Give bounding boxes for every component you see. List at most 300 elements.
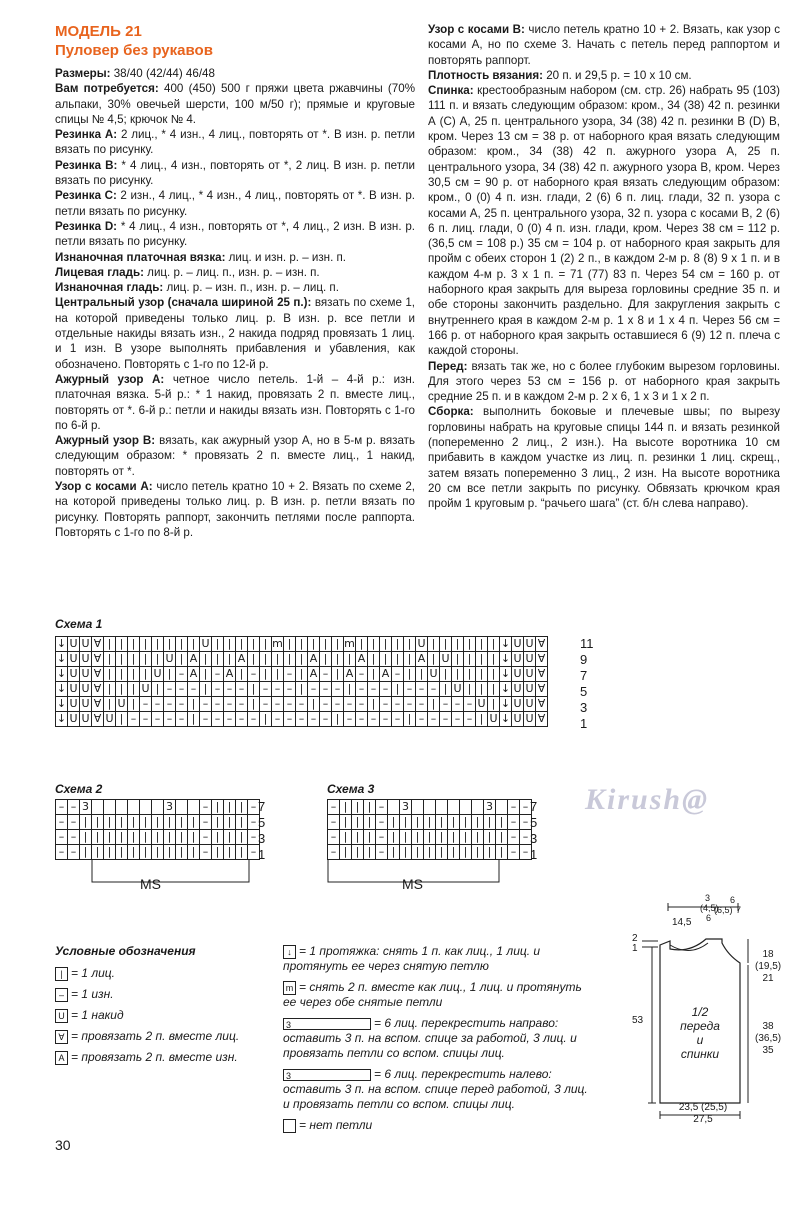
schema2-cell: |: [212, 845, 224, 860]
dim-side: [755, 1021, 781, 1057]
schema2-cell: [140, 800, 152, 815]
schema3-row: [328, 800, 532, 815]
schema2-cell: –: [56, 845, 68, 860]
left-paragraph-text: лиц. р. – изн. п., изн. р. – лиц. п.: [163, 281, 339, 295]
schema1-cell: –: [356, 697, 368, 712]
schema1-cell: –: [224, 697, 236, 712]
left-paragraph-text: 38/40 (42/44) 46/48: [110, 67, 215, 80]
schema1-cell: |: [248, 652, 260, 667]
schema1-cell: |: [212, 652, 224, 667]
schema1-cell: –: [224, 712, 236, 727]
schema1-cell: –: [152, 712, 164, 727]
schema2-row-number: 1: [258, 847, 266, 862]
schema1-cell: |: [128, 652, 140, 667]
schema1-cell: –: [416, 697, 428, 712]
schema2-cell: |: [104, 845, 116, 860]
schema2-cell: |: [152, 845, 164, 860]
schema2-cell: |: [104, 815, 116, 830]
schema1-cell: –: [404, 697, 416, 712]
schema3-cell: |: [424, 845, 436, 860]
schema1-cell: –: [368, 712, 380, 727]
schema1-cell: m: [272, 637, 283, 650]
schema3-cell: |: [340, 800, 352, 815]
schema3-cell: |: [400, 845, 412, 860]
schema1-cell: –: [200, 712, 212, 727]
schema3-cell: –: [328, 800, 340, 815]
schema1-cell: –: [164, 682, 176, 697]
schema1-cell: ∀: [536, 682, 548, 697]
schema3-cell: |: [352, 815, 364, 830]
schema1-cell: –: [176, 712, 188, 727]
schema1-cell: –: [236, 682, 248, 697]
schema1-cell: U: [153, 667, 162, 680]
mark-1: 1: [632, 943, 638, 954]
schema1-cell: |: [308, 697, 320, 712]
schema1-cell: U: [513, 697, 522, 710]
schema1-cell: –: [320, 667, 332, 682]
dim-armhole-c: 21: [762, 973, 774, 984]
right-paragraphs: [428, 22, 780, 512]
schema1-cell: |: [380, 637, 392, 652]
schema2-cell: |: [176, 845, 188, 860]
schema2-cell: |: [224, 800, 236, 815]
right-paragraph: [428, 22, 780, 68]
schema1-cell: |: [452, 652, 464, 667]
left-paragraph: [55, 265, 415, 280]
schema3-cell: |: [388, 815, 400, 830]
schema1-cell: |: [320, 637, 332, 652]
schema3-cell: |: [412, 830, 424, 845]
schema1-cell: |: [296, 652, 308, 667]
schema1-cell: U: [525, 697, 534, 710]
dim-armhole-a: 18: [762, 949, 774, 960]
schema1-cell: |: [296, 637, 308, 652]
schema1-cell: U: [69, 712, 78, 725]
schema1-cell: ∀: [536, 652, 548, 667]
schema1-cell: A: [308, 667, 320, 682]
schema1-cell: –: [164, 712, 176, 727]
schema2-row: [56, 845, 260, 860]
schema1-cell: |: [476, 652, 488, 667]
schema1-cell: |: [140, 652, 152, 667]
schema2-cell: |: [224, 830, 236, 845]
schema1-cell: |: [188, 697, 200, 712]
schema1-cell: ↓: [56, 712, 67, 725]
schema1-cell: m: [344, 637, 355, 650]
schema2-cell: |: [212, 815, 224, 830]
schema1-cell: |: [212, 637, 224, 652]
schema1-cell: –: [284, 697, 296, 712]
legend-item: [283, 1118, 593, 1133]
schema1-cell: |: [488, 652, 500, 667]
schema2-cell: |: [164, 845, 176, 860]
schema3-cell: –: [520, 845, 532, 860]
schema1-cell: –: [188, 682, 200, 697]
schema1-cell: |: [224, 637, 236, 652]
watermark: Kirush@: [585, 783, 710, 816]
mark-2: 2: [632, 933, 638, 944]
schema2-ms-label: MS: [140, 876, 161, 892]
schema3-cell: –: [376, 815, 388, 830]
left-paragraph-label: Размеры:: [55, 67, 111, 80]
schema3-cell: [424, 800, 436, 815]
schema1-cell: |: [296, 682, 308, 697]
left-paragraph-label: Резинка В:: [55, 158, 118, 172]
schema1-row: [56, 712, 548, 727]
schema2-cell: |: [188, 815, 200, 830]
schema1-cell: |: [416, 667, 428, 682]
legend-text: = 1 изн.: [71, 987, 114, 1001]
schema3-cell: |: [364, 845, 376, 860]
left-paragraph-text: * 4 лиц., 4 изн., повторять от *, 2 лиц. В изн. р. петли вязать по рисунку.: [55, 158, 415, 188]
schema2-cell: |: [188, 845, 200, 860]
schema3-cable-label-left: 3: [400, 800, 412, 815]
schema3-row: [328, 845, 532, 860]
dim-armhole: [755, 949, 781, 985]
schema1-cell: –: [356, 667, 368, 682]
schema1-cell: –: [284, 682, 296, 697]
schema3-cell: |: [496, 830, 508, 845]
schema1-cell: U: [69, 667, 78, 680]
schema2-cell: |: [128, 815, 140, 830]
left-paragraph-label: Лицевая гладь:: [55, 265, 144, 279]
legend-symbol-icon: U: [55, 1009, 68, 1023]
schema3-cell: |: [496, 815, 508, 830]
schema1-row-number: 9: [580, 652, 588, 667]
legend-item: [55, 966, 285, 981]
schema1-cell: –: [380, 682, 392, 697]
schematic-label-1: 1/2: [691, 1005, 709, 1019]
schema1-cell: ↓: [56, 667, 67, 680]
schema1-cell: U: [201, 637, 210, 650]
schema1-cell: A: [308, 652, 320, 667]
schema3-cell: |: [448, 830, 460, 845]
schema1-cell: |: [392, 652, 404, 667]
schema1-cell: –: [356, 712, 368, 727]
schema1-row-number: 3: [580, 700, 588, 715]
schema1-row-numbers: [580, 636, 594, 732]
schema2-row: [56, 815, 260, 830]
schema1-cell: –: [212, 712, 224, 727]
schema1-cell: U: [429, 667, 438, 680]
schema1-cell: |: [104, 667, 116, 682]
schema2-cell: |: [164, 815, 176, 830]
schema2-cell: |: [176, 830, 188, 845]
dim-neck-mid: (4,5): [700, 903, 719, 913]
schema2-cell: |: [104, 830, 116, 845]
schema1-row: [56, 667, 548, 682]
schema3-cell: |: [340, 815, 352, 830]
schema2-cell: |: [92, 830, 104, 845]
schema1-cell: ↓: [500, 652, 511, 665]
schema3-cell: –: [328, 815, 340, 830]
schema2-cell: –: [248, 800, 260, 815]
schema3-cell: |: [352, 845, 364, 860]
schema3-cell: |: [436, 830, 448, 845]
schema2-cell: –: [200, 845, 212, 860]
left-paragraph: [55, 127, 415, 158]
schema3-cell: –: [376, 800, 388, 815]
schema2-cable-label-right: 3: [164, 800, 176, 815]
legend-symbol-icon: ∀: [55, 1030, 68, 1044]
schema1-cell: |: [188, 637, 200, 652]
schema1-cell: |: [344, 682, 356, 697]
schema1-cell: |: [368, 637, 380, 652]
schema1-cell: –: [284, 712, 296, 727]
schema1-cell: –: [212, 697, 224, 712]
schema1-cell: U: [525, 682, 534, 695]
schema1-cell: –: [416, 712, 428, 727]
schema3-cell: –: [520, 830, 532, 845]
schema3-cell: |: [412, 845, 424, 860]
schema2-cell: –: [248, 815, 260, 830]
schema3-cell: –: [508, 800, 520, 815]
schema1-cell: –: [176, 667, 188, 682]
left-paragraph-text: вязать, как ажурный узор А, но в 5-м р. вязать следующим образом: * провязать 2 п. вместе лиц., 1 накид, повторять от *.: [55, 434, 416, 478]
schema1-cell: |: [368, 667, 380, 682]
right-paragraph-label: Спинка:: [428, 84, 474, 98]
page-number: 30: [55, 1137, 71, 1153]
right-paragraph-label: Плотность вязания:: [428, 68, 543, 82]
schema3-cell: –: [520, 815, 532, 830]
schema1-cell: |: [464, 652, 476, 667]
left-paragraph: [55, 250, 415, 265]
schema3-cell: –: [328, 845, 340, 860]
left-paragraph: [55, 66, 415, 81]
schema3-cell: |: [448, 815, 460, 830]
schema3-cell: |: [496, 845, 508, 860]
left-paragraph-label: Изнаночная платочная вязка:: [55, 250, 226, 264]
schema1-cell: A: [224, 667, 236, 682]
legend-symbol-icon: [283, 1119, 296, 1133]
schema1-cell: –: [308, 682, 320, 697]
schema3-cell: |: [424, 830, 436, 845]
schema3-row-number: 5: [530, 815, 538, 830]
left-paragraph-text: вязать по схеме 1, на которой приведены только лиц. р. В изн. р. все петли и отдельные накиды вязать изн., 2 накида подряд провязать 1 лиц. и 1 изн. В узоре выполнять прибавления и убавления, как обозначено. Повторять с 1-го по 12-й р.: [55, 296, 415, 371]
schema3-cell: –: [376, 845, 388, 860]
schema1-cell: |: [224, 652, 236, 667]
schema3-cell: |: [436, 845, 448, 860]
schema2-cell: |: [188, 830, 200, 845]
schema2-cell: –: [200, 830, 212, 845]
schema1-cell: |: [392, 682, 404, 697]
schema2-cell: |: [116, 815, 128, 830]
schema1-cell: –: [308, 712, 320, 727]
schema1-cell: ∀: [536, 712, 548, 727]
schema3-cell: [388, 800, 400, 815]
schema2-cell: |: [176, 815, 188, 830]
dim-neck-top: 3: [705, 893, 711, 903]
schema1-cell: –: [428, 712, 440, 727]
schema3-ms-label: MS: [402, 876, 423, 892]
schema3-cell: [448, 800, 460, 815]
schema3-cell: |: [364, 830, 376, 845]
schema1-cell: |: [200, 682, 212, 697]
left-paragraph-label: Узор с косами А:: [55, 480, 153, 494]
schema1-cell: |: [248, 697, 260, 712]
schema1-cell: ∀: [92, 667, 104, 682]
schema1-cell: ∀: [92, 682, 104, 697]
schema1-cell: U: [525, 637, 534, 650]
schema1-cell: –: [320, 682, 332, 697]
legend-item: [283, 944, 593, 974]
schema2-cell: |: [80, 830, 92, 845]
schema1-cell: –: [380, 712, 392, 727]
schema3-cell: |: [472, 815, 484, 830]
dim-shoulder-b: (6,5): [714, 905, 733, 915]
schema1-cell: |: [200, 652, 212, 667]
dim-neck-inner: 6: [706, 913, 712, 923]
schema3-cell: [496, 800, 508, 815]
schema3-cell: |: [388, 845, 400, 860]
schema1-cell: |: [488, 697, 500, 712]
schema1-cell: |: [248, 682, 260, 697]
left-paragraph: [55, 433, 415, 479]
schema3-cell: [412, 800, 424, 815]
schema1-cell: –: [380, 697, 392, 712]
schema1-cell: –: [260, 697, 272, 712]
schema1-cell: |: [476, 712, 488, 727]
schema1-cell: ↓: [500, 682, 511, 695]
left-paragraph-label: Изнаночная гладь:: [55, 281, 164, 295]
schema1-cell: |: [260, 712, 272, 727]
schema2-cell: [128, 800, 140, 815]
left-paragraph: [55, 280, 415, 295]
schema1-cell: |: [236, 667, 248, 682]
schema2-cell: –: [68, 815, 80, 830]
schema1-cell: |: [404, 652, 416, 667]
schema2-cell: |: [236, 845, 248, 860]
schema3-row-number: 1: [530, 847, 538, 862]
right-paragraph: [428, 359, 780, 405]
schema1-cell: U: [513, 682, 522, 695]
schema2-cell: –: [56, 830, 68, 845]
schema1-cell: |: [464, 682, 476, 697]
schema1-cell: |: [368, 697, 380, 712]
model-number: МОДЕЛЬ 21: [55, 23, 142, 40]
schema3-cell: |: [472, 830, 484, 845]
left-paragraph-label: Резинка А:: [55, 128, 118, 142]
schema1-cell: A: [416, 652, 428, 667]
schema1-cell: –: [212, 682, 224, 697]
schema1-cell: |: [140, 667, 152, 682]
schema1-cell: ↓: [500, 637, 511, 650]
legend-symbol-icon: ↓: [283, 945, 296, 959]
schema1-cell: U: [81, 682, 90, 695]
schema1-row: [56, 697, 548, 712]
schema1-cell: |: [272, 667, 284, 682]
schema2-row-number: 3: [258, 831, 266, 846]
schema1-cell: |: [428, 697, 440, 712]
dim-armhole-b: (19,5): [755, 961, 782, 972]
dim-bottom-a: 23,5 (25,5): [678, 1102, 728, 1113]
schema1-cell: –: [164, 697, 176, 712]
schema1-cell: –: [272, 682, 284, 697]
dim-side-c: 35: [762, 1045, 774, 1056]
schema1-cell: A: [188, 652, 200, 667]
schema1-cell: |: [116, 652, 128, 667]
schema1-cell: –: [464, 697, 476, 712]
schema1-cell: –: [176, 697, 188, 712]
schema1-cell: –: [248, 712, 260, 727]
schema1-cell: ∀: [536, 637, 548, 652]
schema2-cell: |: [236, 830, 248, 845]
left-paragraph-text: лиц. и изн. р. – изн. п.: [225, 250, 347, 264]
legend-text: = провязать 2 п. вместе изн.: [71, 1050, 238, 1064]
schema1-cell: U: [525, 652, 534, 665]
schema2-cell: [92, 800, 104, 815]
legend-item: [55, 1029, 285, 1044]
schema3-cable-label-right: 3: [484, 800, 496, 815]
schema1-cell: –: [320, 697, 332, 712]
schema1-cell: |: [116, 637, 128, 652]
left-paragraph-label: Вам потребуется:: [55, 82, 159, 96]
schema2-cell: |: [128, 845, 140, 860]
schema1-cell: |: [116, 667, 128, 682]
schema1-cell: |: [152, 637, 164, 652]
schema1-cell: |: [440, 682, 452, 697]
dim-total-height: 53: [632, 1015, 644, 1026]
schema1-cell: |: [128, 682, 140, 697]
schema2-title: Схема 2: [55, 782, 103, 796]
schema3-cell: |: [352, 830, 364, 845]
left-paragraph: [55, 372, 415, 433]
schema1-cell: –: [368, 682, 380, 697]
schema1-cell: ↓: [56, 637, 67, 650]
schema1-row: [56, 637, 548, 652]
schema3-cell: |: [460, 845, 472, 860]
left-paragraph-label: Резинка С:: [55, 189, 117, 203]
schema3-row-number: 3: [530, 831, 538, 846]
left-paragraph-label: Ажурный узор В:: [55, 434, 156, 448]
schema3-cell: –: [520, 800, 532, 815]
schema1-cell: –: [152, 697, 164, 712]
schema1-cell: |: [200, 667, 212, 682]
legend-text: = 1 накид: [71, 1008, 124, 1022]
schema3-cell: |: [340, 830, 352, 845]
schema1-cell: |: [272, 652, 284, 667]
schema2-cell: |: [212, 830, 224, 845]
schema1-cell: |: [152, 652, 164, 667]
schema1-cell: –: [200, 697, 212, 712]
schema1-cell: |: [440, 667, 452, 682]
left-paragraph-text: * 4 лиц., 4 изн., повторять от *, 4 лиц., 2 изн. В изн. р. петли вязать по рисунку.: [55, 219, 416, 249]
schema1-cell: –: [392, 697, 404, 712]
left-paragraph-label: Ажурный узор А:: [55, 372, 165, 386]
schema1-cell: |: [404, 637, 416, 652]
schema1-cell: U: [525, 712, 534, 725]
schema1-cell: |: [308, 637, 320, 652]
right-paragraph: [428, 68, 780, 83]
legend-symbol-icon: A: [55, 1051, 68, 1065]
schema1-cell: –: [284, 667, 296, 682]
schema3-cell: |: [364, 815, 376, 830]
schema1-cell: |: [260, 667, 272, 682]
schema2-cell: |: [116, 845, 128, 860]
schema1-cell: |: [488, 667, 500, 682]
schema1-cell: ↓: [500, 697, 511, 710]
schema1-cell: |: [164, 667, 176, 682]
schema1-cell: |: [476, 637, 488, 652]
schema2-cell: |: [224, 845, 236, 860]
right-paragraph-label: Перед:: [428, 359, 468, 373]
schema2-cell: |: [116, 830, 128, 845]
schema1-cell: |: [452, 667, 464, 682]
schema3-cell: –: [508, 815, 520, 830]
schema2-cell: |: [92, 845, 104, 860]
schema2-cell: |: [92, 815, 104, 830]
legend-text: = 1 протяжка: снять 1 п. как лиц., 1 лиц. и протянуть ее через снятую петлю: [283, 944, 541, 973]
